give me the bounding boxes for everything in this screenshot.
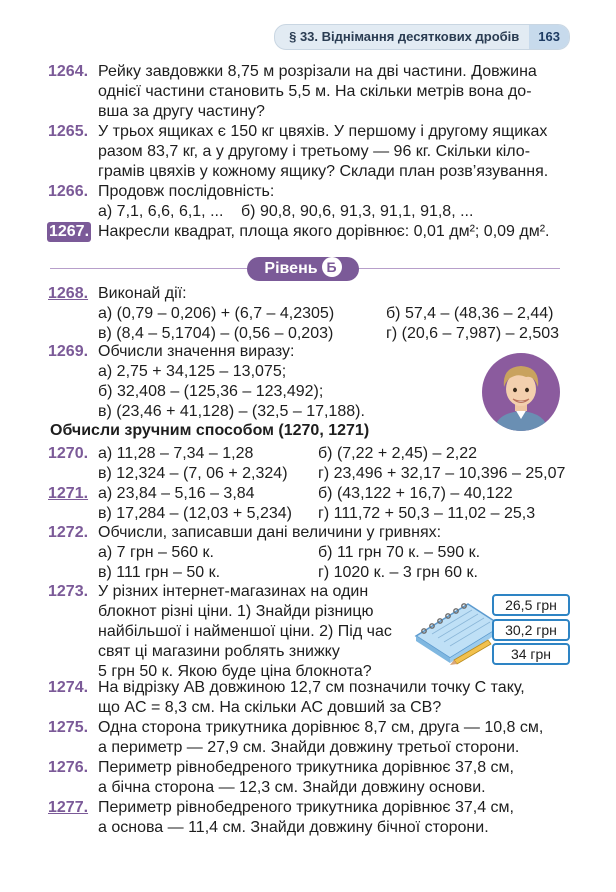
section-heading: Обчисли зручним способом (1270, 1271) bbox=[50, 422, 370, 439]
task-text: Продовж послідовність: bbox=[98, 183, 275, 200]
exercise-1271 bbox=[48, 484, 560, 524]
exercise-1273 bbox=[48, 582, 400, 682]
text-line: Периметр рівнобедреного трикутника дорівнює 37,4 см, bbox=[98, 799, 514, 816]
text-line: що AC = 8,3 см. На скільки AC довший за CB? bbox=[98, 699, 442, 716]
text-line: На відрізку AB довжиною 12,7 см позначили точку C таку, bbox=[98, 679, 525, 696]
task-text: Обчисли значення виразу: bbox=[98, 343, 295, 360]
option-b: б) (43,122 + 16,7) – 40,122 bbox=[318, 485, 513, 502]
price-tag: 30,2 грн bbox=[492, 619, 570, 641]
option-a: а) 2,75 + 34,125 – 13,075; bbox=[98, 363, 287, 380]
text-line: Периметр рівнобедреного трикутника дорівнює 37,8 см, bbox=[98, 759, 514, 776]
exercise-1267 bbox=[48, 222, 560, 242]
option-a: а) 7 грн – 560 к. bbox=[98, 544, 214, 561]
boy-avatar-illustration bbox=[482, 353, 560, 431]
text-line: однієї частини становить 5,5 м. На скільки метрів вона до- bbox=[98, 83, 532, 100]
level-badge bbox=[247, 257, 359, 281]
exercise-number: 1272. bbox=[48, 524, 89, 541]
exercise-number: 1274. bbox=[48, 679, 89, 696]
exercise-number: 1268. bbox=[48, 285, 89, 302]
option-b: б) 11 грн 70 к. – 590 к. bbox=[318, 544, 481, 561]
text-line: грамів цвяхів у кожному ящику? Склади план розв’язування. bbox=[98, 163, 549, 180]
text-line: Рейку завдовжки 8,75 м розрізали на дві частини. Довжина bbox=[98, 63, 537, 80]
price-tag: 26,5 грн bbox=[492, 594, 570, 616]
text-line: 5 грн 50 к. Якою буде ціна блокнота? bbox=[98, 663, 372, 680]
exercise-1277 bbox=[48, 798, 560, 838]
exercise-number: 1264. bbox=[48, 63, 89, 80]
option-b: б) 32,408 – (125,36 – 123,492); bbox=[98, 383, 324, 400]
text-line: а основа — 11,4 см. Знайди довжину бічної сторони. bbox=[98, 819, 489, 836]
text-line: вша за другу частину? bbox=[98, 103, 265, 120]
exercise-1266 bbox=[48, 182, 560, 222]
option-c: в) 17,284 – (12,03 + 5,234) bbox=[98, 505, 292, 522]
exercise-number: 1277. bbox=[48, 799, 89, 816]
option-c: в) 111 грн – 50 к. bbox=[98, 564, 221, 581]
exercise-number: 1275. bbox=[48, 719, 89, 736]
section-title: § 33. Віднімання десяткових дробів bbox=[289, 29, 520, 44]
exercise-number: 1276. bbox=[48, 759, 89, 776]
price-tag: 34 грн bbox=[492, 643, 570, 665]
text-line: разом 83,7 кг, а у другому і третьому — 96 кг. Скільки кіло- bbox=[98, 143, 531, 160]
exercise-number: 1265. bbox=[48, 123, 89, 140]
option-c: в) (8,4 – 5,1704) – (0,56 – 0,203) bbox=[98, 325, 334, 342]
exercise-1270 bbox=[48, 444, 566, 484]
text-line: У різних інтернет-магазинах на один bbox=[98, 583, 369, 600]
option-c: в) (23,46 + 41,128) – (32,5 – 17,188). bbox=[98, 403, 365, 420]
level-letter: Б bbox=[322, 257, 342, 277]
task-text: Виконай дії: bbox=[98, 285, 187, 302]
text-line: Одна сторона трикутника дорівнює 8,7 см, друга — 10,8 см, bbox=[98, 719, 544, 736]
text-line: У трьох ящиках є 150 кг цвяхів. У першому і другому ящиках bbox=[98, 123, 548, 140]
exercise-1265 bbox=[48, 122, 560, 182]
exercise-number: 1266. bbox=[48, 183, 89, 200]
task-text: Обчисли, записавши дані величини у гривнях: bbox=[98, 524, 442, 541]
text-line: а бічна сторона — 12,3 см. Знайди довжину основи. bbox=[98, 779, 486, 796]
exercise-number: 1273. bbox=[48, 583, 89, 600]
option-d: г) 111,72 + 50,3 – 11,02 – 25,3 bbox=[318, 505, 536, 522]
exercise-1276 bbox=[48, 758, 560, 798]
text-line: а периметр — 27,9 см. Знайди довжину третьої сторони. bbox=[98, 739, 520, 756]
option-a: а) 11,28 – 7,34 – 1,28 bbox=[98, 445, 254, 462]
exercise-1268 bbox=[48, 284, 560, 344]
option-a: а) 23,84 – 5,16 – 3,84 bbox=[98, 485, 255, 502]
option-a: а) (0,79 – 0,206) + (6,7 – 4,2305) bbox=[98, 305, 335, 322]
option-b: б) (7,22 + 2,45) – 2,22 bbox=[318, 445, 478, 462]
page-number: 163 bbox=[529, 25, 569, 49]
option-a: а) 7,1, 6,6, 6,1, ... bbox=[98, 203, 224, 220]
exercise-number-highlighted: 1267. bbox=[48, 223, 90, 240]
exercise-number: 1269. bbox=[48, 343, 89, 360]
exercise-number: 1271. bbox=[48, 485, 89, 502]
exercise-1264 bbox=[48, 62, 560, 122]
exercise-1272 bbox=[48, 523, 560, 583]
running-header bbox=[274, 24, 570, 50]
exercise-1275 bbox=[48, 718, 560, 758]
option-b: б) 57,4 – (48,36 – 2,44) bbox=[386, 305, 554, 322]
option-b: б) 90,8, 90,6, 91,3, 91,1, 91,8, ... bbox=[241, 203, 474, 220]
text-line: свят ці магазини роблять знижку bbox=[98, 643, 340, 660]
exercise-1274 bbox=[48, 678, 560, 718]
option-c: в) 12,324 – (7, 06 + 2,324) bbox=[98, 465, 288, 482]
exercise-number: 1270. bbox=[48, 445, 89, 462]
option-d: г) (20,6 – 7,987) – 2,503 bbox=[386, 325, 560, 342]
text-line: блокнот різні ціни. 1) Знайди різницю bbox=[98, 603, 374, 620]
level-label: Рівень bbox=[264, 260, 318, 277]
option-d: г) 1020 к. – 3 грн 60 к. bbox=[318, 564, 478, 581]
task-text: Накресли квадрат, площа якого дорівнює: 0,01 дм²; 0,09 дм². bbox=[98, 223, 550, 240]
option-d: г) 23,496 + 32,17 – 10,396 – 25,07 bbox=[318, 465, 566, 482]
text-line: найбільшої і найменшої ціни. 2) Під час bbox=[98, 623, 392, 640]
